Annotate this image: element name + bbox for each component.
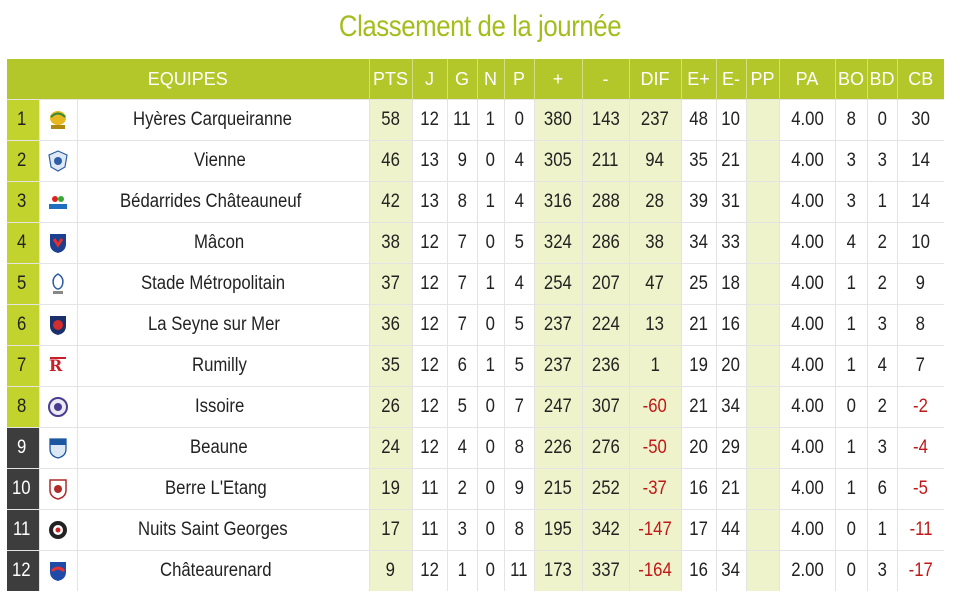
cell-eminus: 33 — [716, 223, 746, 264]
team-name[interactable]: Stade Métropolitain — [77, 264, 369, 305]
team-name[interactable]: Bédarrides Châteauneuf — [77, 182, 369, 223]
rank-cell: 11 — [7, 510, 39, 551]
cell-pp — [746, 305, 779, 346]
header-pts[interactable]: PTS — [369, 59, 412, 100]
cell-pts: 38 — [369, 223, 412, 264]
cell-n: 0 — [477, 387, 504, 428]
cell-pts: 42 — [369, 182, 412, 223]
cell-g: 11 — [447, 100, 477, 141]
cell-eplus: 25 — [681, 264, 716, 305]
cell-g: 6 — [447, 346, 477, 387]
cell-pp — [746, 223, 779, 264]
cell-cb: 30 — [897, 100, 944, 141]
cell-bo: 1 — [835, 428, 867, 469]
cell-g: 7 — [447, 305, 477, 346]
header-row — [7, 59, 944, 100]
cell-bo: 3 — [835, 182, 867, 223]
cell-p: 5 — [504, 305, 534, 346]
header-eplus[interactable]: E+ — [681, 59, 716, 100]
cell-bo: 1 — [835, 469, 867, 510]
cell-g: 1 — [447, 551, 477, 592]
cell-bo: 1 — [835, 264, 867, 305]
cell-pa: 4.00 — [779, 469, 835, 510]
cell-p: 11 — [504, 551, 534, 592]
cell-bd: 2 — [867, 387, 897, 428]
cell-eminus: 18 — [716, 264, 746, 305]
cell-pts: 36 — [369, 305, 412, 346]
header-p[interactable]: P — [504, 59, 534, 100]
cell-g: 4 — [447, 428, 477, 469]
cell-g: 7 — [447, 223, 477, 264]
cell-cb: -17 — [897, 551, 944, 592]
cell-dif: -147 — [629, 510, 681, 551]
cell-pp — [746, 264, 779, 305]
cell-p: 4 — [504, 182, 534, 223]
page-title: Classement de la journée — [338, 10, 622, 43]
cell-j: 12 — [412, 387, 447, 428]
rumilly-logo — [39, 346, 77, 387]
header-g[interactable]: G — [447, 59, 477, 100]
issoire-logo — [39, 387, 77, 428]
cell-cb: 10 — [897, 223, 944, 264]
cell-plus: 226 — [534, 428, 582, 469]
cell-pts: 37 — [369, 264, 412, 305]
cell-j: 11 — [412, 510, 447, 551]
cell-plus: 195 — [534, 510, 582, 551]
la-seyne-logo — [39, 305, 77, 346]
rank-cell: 1 — [7, 100, 39, 141]
cell-n: 1 — [477, 182, 504, 223]
cell-bd: 6 — [867, 469, 897, 510]
header-dif[interactable]: DIF — [629, 59, 681, 100]
chateaurenard-logo — [39, 551, 77, 592]
table-row[interactable] — [7, 346, 944, 387]
cell-plus: 237 — [534, 305, 582, 346]
cell-bo: 0 — [835, 551, 867, 592]
team-name[interactable]: Nuits Saint Georges — [77, 510, 369, 551]
team-name[interactable]: Issoire — [77, 387, 369, 428]
cell-plus: 215 — [534, 469, 582, 510]
cell-n: 0 — [477, 510, 504, 551]
cell-eminus: 34 — [716, 551, 746, 592]
cell-minus: 276 — [582, 428, 629, 469]
cell-minus: 211 — [582, 141, 629, 182]
cell-bd: 1 — [867, 510, 897, 551]
cell-minus: 236 — [582, 346, 629, 387]
cell-pp — [746, 100, 779, 141]
cell-j: 12 — [412, 305, 447, 346]
cell-j: 12 — [412, 223, 447, 264]
cell-eminus: 34 — [716, 387, 746, 428]
cell-eminus: 29 — [716, 428, 746, 469]
rank-cell: 4 — [7, 223, 39, 264]
team-name[interactable]: Châteaurenard — [77, 551, 369, 592]
rank-cell: 3 — [7, 182, 39, 223]
team-name[interactable]: Rumilly — [77, 346, 369, 387]
cell-plus: 324 — [534, 223, 582, 264]
cell-bd: 1 — [867, 182, 897, 223]
cell-dif: 94 — [629, 141, 681, 182]
cell-cb: -5 — [897, 469, 944, 510]
cell-plus: 173 — [534, 551, 582, 592]
team-name[interactable]: Hyères Carqueiranne — [77, 100, 369, 141]
cell-g: 9 — [447, 141, 477, 182]
header-pa[interactable]: PA — [779, 59, 835, 100]
cell-bd: 3 — [867, 428, 897, 469]
team-name[interactable]: Beaune — [77, 428, 369, 469]
rank-cell: 10 — [7, 469, 39, 510]
cell-g: 8 — [447, 182, 477, 223]
berre-logo — [39, 469, 77, 510]
cell-eplus: 16 — [681, 551, 716, 592]
cell-dif: 47 — [629, 264, 681, 305]
rank-cell: 5 — [7, 264, 39, 305]
cell-dif: -60 — [629, 387, 681, 428]
cell-pts: 9 — [369, 551, 412, 592]
cell-cb: -4 — [897, 428, 944, 469]
table-row[interactable] — [7, 223, 944, 264]
cell-dif: -164 — [629, 551, 681, 592]
table-row[interactable] — [7, 551, 944, 592]
header-eminus[interactable]: E- — [716, 59, 746, 100]
rank-cell: 2 — [7, 141, 39, 182]
cell-bd: 3 — [867, 305, 897, 346]
cell-cb: 14 — [897, 182, 944, 223]
cell-n: 0 — [477, 141, 504, 182]
bedarrides-logo — [39, 182, 77, 223]
cell-bd: 2 — [867, 264, 897, 305]
table-row[interactable] — [7, 264, 944, 305]
cell-j: 12 — [412, 428, 447, 469]
team-name[interactable]: La Seyne sur Mer — [77, 305, 369, 346]
cell-pa: 4.00 — [779, 346, 835, 387]
cell-minus: 337 — [582, 551, 629, 592]
cell-cb: -11 — [897, 510, 944, 551]
header-bd[interactable]: BD — [867, 59, 897, 100]
cell-pa: 4.00 — [779, 305, 835, 346]
cell-pp — [746, 387, 779, 428]
cell-pts: 35 — [369, 346, 412, 387]
cell-pa: 4.00 — [779, 264, 835, 305]
cell-pts: 26 — [369, 387, 412, 428]
cell-eminus: 21 — [716, 469, 746, 510]
svg-text:R: R — [49, 356, 63, 375]
cell-plus: 254 — [534, 264, 582, 305]
cell-plus: 247 — [534, 387, 582, 428]
cell-pts: 58 — [369, 100, 412, 141]
stade-metropolitain-logo — [39, 264, 77, 305]
cell-bd: 0 — [867, 100, 897, 141]
header-j[interactable]: J — [412, 59, 447, 100]
cell-bo: 1 — [835, 346, 867, 387]
cell-eminus: 20 — [716, 346, 746, 387]
cell-eplus: 21 — [681, 387, 716, 428]
table-row[interactable] — [7, 182, 944, 223]
cell-pa: 4.00 — [779, 510, 835, 551]
cell-pts: 24 — [369, 428, 412, 469]
cell-minus: 307 — [582, 387, 629, 428]
cell-pa: 4.00 — [779, 223, 835, 264]
team-name[interactable]: Vienne — [77, 141, 369, 182]
table-row[interactable] — [7, 100, 944, 141]
cell-j: 13 — [412, 141, 447, 182]
table-row[interactable] — [7, 510, 944, 551]
cell-j: 12 — [412, 346, 447, 387]
cell-n: 0 — [477, 469, 504, 510]
cell-eminus: 16 — [716, 305, 746, 346]
cell-j: 12 — [412, 551, 447, 592]
cell-pp — [746, 551, 779, 592]
cell-j: 12 — [412, 264, 447, 305]
cell-dif: -50 — [629, 428, 681, 469]
table-row[interactable] — [7, 141, 944, 182]
table-row[interactable] — [7, 428, 944, 469]
header-n[interactable]: N — [477, 59, 504, 100]
header-bo[interactable]: BO — [835, 59, 867, 100]
cell-cb: -2 — [897, 387, 944, 428]
cell-bo: 1 — [835, 305, 867, 346]
cell-eminus: 21 — [716, 141, 746, 182]
cell-bo: 3 — [835, 141, 867, 182]
rank-cell: 6 — [7, 305, 39, 346]
cell-eplus: 17 — [681, 510, 716, 551]
cell-bd: 3 — [867, 551, 897, 592]
table-row[interactable] — [7, 305, 944, 346]
cell-j: 12 — [412, 100, 447, 141]
cell-p: 0 — [504, 100, 534, 141]
cell-minus: 286 — [582, 223, 629, 264]
cell-eplus: 48 — [681, 100, 716, 141]
cell-g: 5 — [447, 387, 477, 428]
header-team[interactable]: EQUIPES — [7, 59, 369, 100]
rank-cell: 8 — [7, 387, 39, 428]
cell-n: 0 — [477, 551, 504, 592]
header-plus[interactable]: + — [534, 59, 582, 100]
cell-dif: 1 — [629, 346, 681, 387]
cell-dif: 28 — [629, 182, 681, 223]
cell-bd: 2 — [867, 223, 897, 264]
cell-dif: -37 — [629, 469, 681, 510]
cell-eplus: 20 — [681, 428, 716, 469]
team-name[interactable]: Berre L'Etang — [77, 469, 369, 510]
cell-minus: 252 — [582, 469, 629, 510]
cell-pa: 4.00 — [779, 428, 835, 469]
header-pp[interactable]: PP — [746, 59, 779, 100]
cell-eminus: 10 — [716, 100, 746, 141]
cell-bd: 4 — [867, 346, 897, 387]
table-row[interactable] — [7, 387, 944, 428]
cell-n: 1 — [477, 100, 504, 141]
cell-pp — [746, 510, 779, 551]
cell-n: 1 — [477, 264, 504, 305]
cell-minus: 224 — [582, 305, 629, 346]
cell-n: 0 — [477, 305, 504, 346]
rank-cell: 9 — [7, 428, 39, 469]
cell-pa: 2.00 — [779, 551, 835, 592]
cell-p: 4 — [504, 264, 534, 305]
cell-dif: 13 — [629, 305, 681, 346]
cell-j: 13 — [412, 182, 447, 223]
cell-pa: 4.00 — [779, 100, 835, 141]
cell-eplus: 21 — [681, 305, 716, 346]
hyeres-logo — [39, 100, 77, 141]
cell-eminus: 44 — [716, 510, 746, 551]
team-name[interactable]: Mâcon — [77, 223, 369, 264]
cell-p: 8 — [504, 510, 534, 551]
cell-eplus: 34 — [681, 223, 716, 264]
beaune-logo — [39, 428, 77, 469]
cell-pa: 4.00 — [779, 387, 835, 428]
cell-n: 1 — [477, 346, 504, 387]
cell-g: 7 — [447, 264, 477, 305]
cell-pp — [746, 428, 779, 469]
macon-logo — [39, 223, 77, 264]
cell-plus: 380 — [534, 100, 582, 141]
cell-bd: 3 — [867, 141, 897, 182]
cell-pts: 17 — [369, 510, 412, 551]
nuits-logo — [39, 510, 77, 551]
cell-minus: 288 — [582, 182, 629, 223]
cell-pa: 4.00 — [779, 141, 835, 182]
cell-minus: 342 — [582, 510, 629, 551]
cell-cb: 14 — [897, 141, 944, 182]
cell-bo: 0 — [835, 510, 867, 551]
vienne-logo — [39, 141, 77, 182]
cell-p: 7 — [504, 387, 534, 428]
cell-plus: 305 — [534, 141, 582, 182]
cell-cb: 8 — [897, 305, 944, 346]
cell-dif: 237 — [629, 100, 681, 141]
cell-minus: 207 — [582, 264, 629, 305]
cell-minus: 143 — [582, 100, 629, 141]
cell-pp — [746, 469, 779, 510]
cell-cb: 7 — [897, 346, 944, 387]
cell-eminus: 31 — [716, 182, 746, 223]
cell-dif: 38 — [629, 223, 681, 264]
cell-eplus: 19 — [681, 346, 716, 387]
rank-cell: 7 — [7, 346, 39, 387]
cell-p: 4 — [504, 141, 534, 182]
cell-plus: 316 — [534, 182, 582, 223]
cell-pp — [746, 141, 779, 182]
cell-p: 9 — [504, 469, 534, 510]
table-row[interactable] — [7, 469, 944, 510]
cell-g: 2 — [447, 469, 477, 510]
cell-plus: 237 — [534, 346, 582, 387]
cell-bo: 0 — [835, 387, 867, 428]
cell-bo: 4 — [835, 223, 867, 264]
cell-eplus: 35 — [681, 141, 716, 182]
cell-bo: 8 — [835, 100, 867, 141]
cell-cb: 9 — [897, 264, 944, 305]
standings-table — [7, 59, 944, 591]
cell-eplus: 16 — [681, 469, 716, 510]
cell-g: 3 — [447, 510, 477, 551]
cell-j: 11 — [412, 469, 447, 510]
cell-pa: 4.00 — [779, 182, 835, 223]
cell-pts: 19 — [369, 469, 412, 510]
cell-pts: 46 — [369, 141, 412, 182]
cell-p: 5 — [504, 346, 534, 387]
cell-n: 0 — [477, 223, 504, 264]
cell-pp — [746, 182, 779, 223]
cell-pp — [746, 346, 779, 387]
header-cb[interactable]: CB — [897, 59, 944, 100]
cell-p: 5 — [504, 223, 534, 264]
cell-p: 8 — [504, 428, 534, 469]
cell-eplus: 39 — [681, 182, 716, 223]
cell-n: 0 — [477, 428, 504, 469]
rank-cell: 12 — [7, 551, 39, 592]
header-minus[interactable]: - — [582, 59, 629, 100]
